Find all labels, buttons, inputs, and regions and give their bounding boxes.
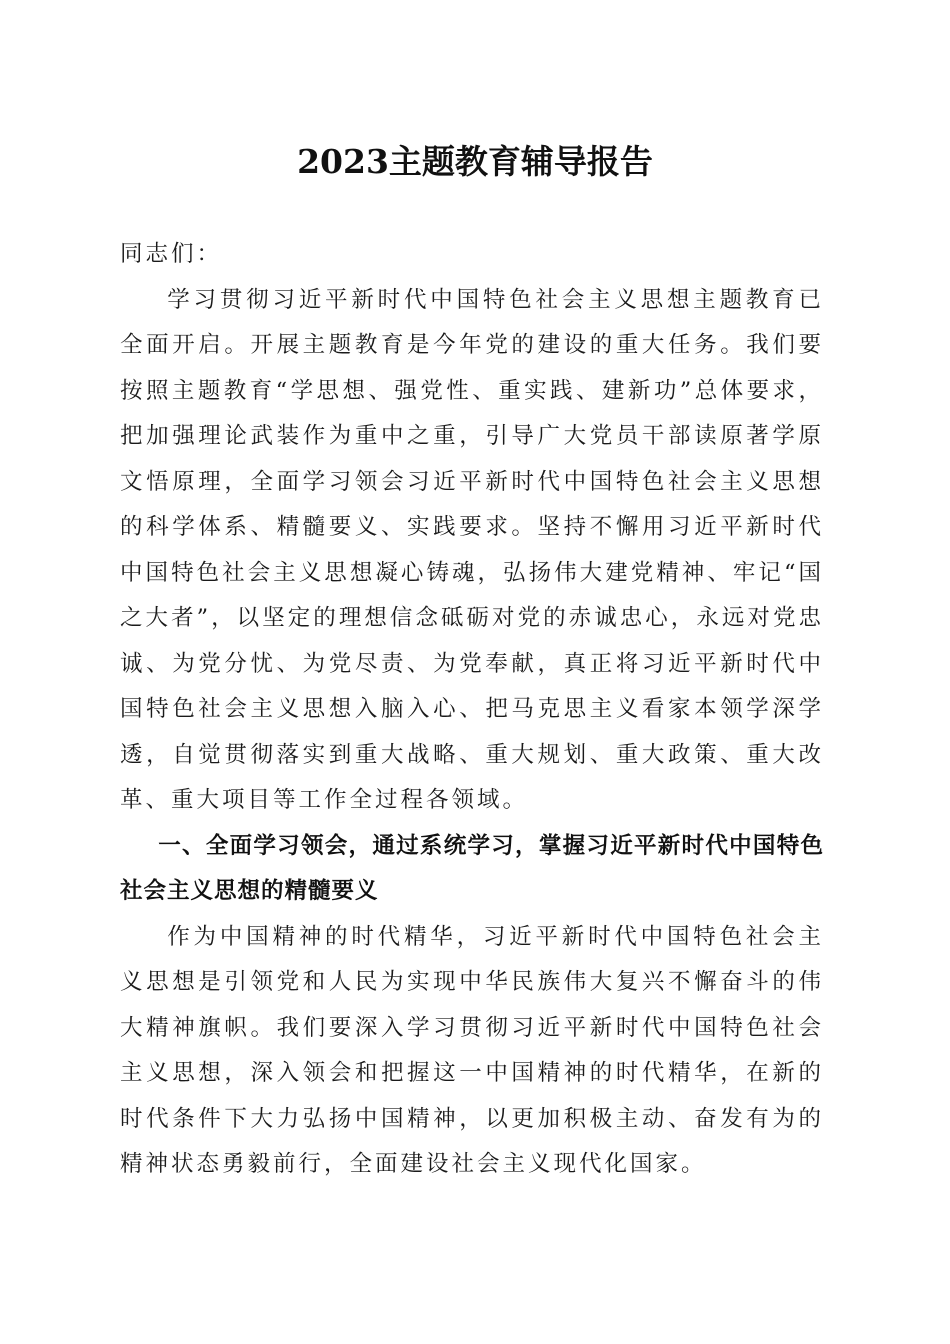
salutation: 同志们： (120, 241, 223, 267)
document-body (120, 232, 824, 1188)
paragraph-section-1: 作为中国精神的时代精华，习近平新时代中国特色社会主义思想是引领党和人民为实现中华民族伟大复兴不懈奋斗的伟大精神旗帜。我们要深入学习贯彻习近平新时代中国特色社会主义思想，深入领会和把握这一中国精神的时代精华，在新的时代条件下大力弘扬中国精神，以更加积极主动、奋发有为的精神状态勇毅前行，全面建设社会主义现代化国家。 (120, 923, 824, 1177)
section-heading: 一、全面学习领会，通过系统学习，掌握习近平新时代中国特色社会主义思想的精髓要义 (120, 832, 824, 904)
document-title: 2023主题教育辅导报告 (297, 142, 653, 181)
paragraph-intro: 学习贯彻习近平新时代中国特色社会主义思想主题教育已全面开启。开展主题教育是今年党的建设的重大任务。我们要按照主题教育“学思想、强党性、重实践、建新功”总体要求，把加强理论武装作为重中之重，引导广大党员干部读原著学原文悟原理，全面学习领会习近平新时代中国特色社会主义思想的科学体系、精髓要义、实践要求。坚持不懈用习近平新时代中国特色社会主义思想凝心铸魂，弘扬伟大建党精神、牢记“国之大者”，以坚定的理想信念砥砺对党的赤诚忠心，永远对党忠诚、为党分忧、为党尽责、为党奉献，真正将习近平新时代中国特色社会主义思想入脑入心、把马克思主义看家本领学深学透，自觉贯彻落实到重大战略、重大规划、重大政策、重大改革、重大项目等工作全过程各领域。 (120, 286, 824, 813)
